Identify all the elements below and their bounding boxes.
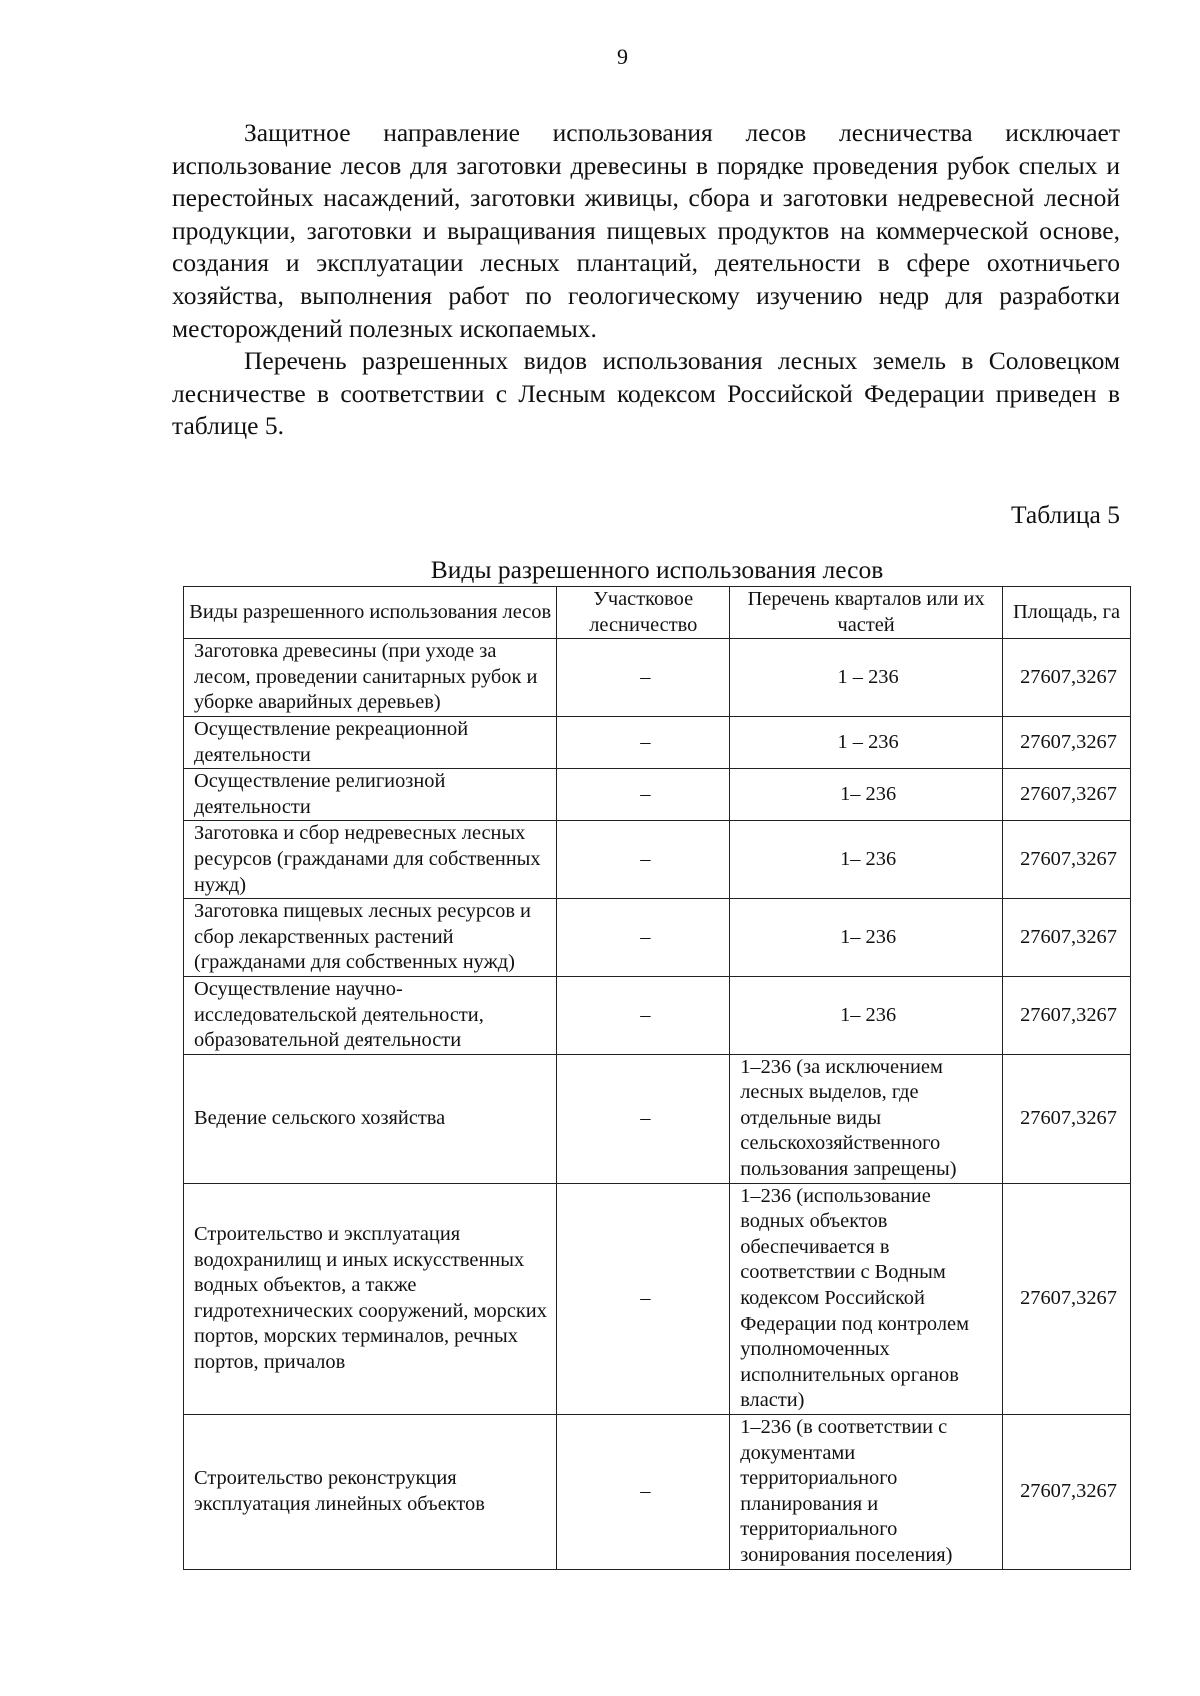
area-cell: 27607,3267 — [1003, 1183, 1131, 1414]
area-cell: 27607,3267 — [1003, 1054, 1131, 1183]
table-row — [184, 1054, 1131, 1183]
quarters-cell: 1 – 236 — [730, 716, 1003, 768]
quarters-cell: 1–236 (использование водных объектов обеспечивается в соответствии с Водным кодексом Российской Федерации под контролем уполномоченных исполнительных органов власти) — [730, 1183, 1003, 1414]
table-row — [184, 899, 1131, 977]
area-cell: 27607,3267 — [1003, 821, 1131, 899]
forestry-cell: – — [557, 821, 730, 899]
quarters-cell: 1 – 236 — [730, 639, 1003, 717]
forestry-cell: – — [557, 1054, 730, 1183]
table-row — [184, 821, 1131, 899]
area-cell: 27607,3267 — [1003, 1415, 1131, 1570]
use-cell: Осуществление научно-исследовательской деятельности, образовательной деятельности — [184, 976, 557, 1054]
table-title: Виды разрешенного использования лесов — [430, 555, 884, 584]
paragraph: Перечень разрешенных видов использования лесных земель в Соловецком лесничестве в соответствии с Лесным кодексом Российской Федерации приведен в таблице 5. — [172, 346, 1120, 441]
column-header: Перечень кварталов или их частей — [730, 587, 1003, 639]
table-row — [184, 716, 1131, 768]
paragraph: Защитное направление использования лесов лесничества исключает использование лесов для заготовки древесины в порядке проведения рубок спелых и перестойных насаждений, заготовки живицы, сбора и заготовки недревесной лесной продукции, заготовки и выращивания пищевых продуктов на коммерческой основе, создания и эксплуатации лесных плантаций, деятельности в сфере охотничьего хозяйства, выполнения работ по геологическому изучению недр для разработки месторождений полезных ископаемых. — [172, 118, 1120, 343]
use-cell: Заготовка древесины (при уходе за лесом, проведении санитарных рубок и уборке аварийных деревьев) — [184, 639, 557, 717]
use-cell: Заготовка и сбор недревесных лесных ресурсов (гражданами для собственных нужд) — [184, 821, 557, 899]
use-cell: Заготовка пищевых лесных ресурсов и сбор лекарственных растений (гражданами для собственных нужд) — [184, 899, 557, 977]
forest-use-table — [183, 586, 1131, 1570]
forestry-cell: – — [557, 1183, 730, 1414]
table-header-row — [184, 587, 1131, 639]
quarters-cell: 1–236 (за исключением лесных выделов, где отдельные виды сельскохозяйственного пользования запрещены) — [730, 1054, 1003, 1183]
area-cell: 27607,3267 — [1003, 639, 1131, 717]
area-cell: 27607,3267 — [1003, 976, 1131, 1054]
table-label: Таблица 5 — [1010, 500, 1120, 529]
column-header: Участковое лесничество — [557, 587, 730, 639]
table-row — [184, 1415, 1131, 1570]
forestry-cell: – — [557, 976, 730, 1054]
table-row — [184, 639, 1131, 717]
use-cell: Осуществление рекреационной деятельности — [184, 716, 557, 768]
quarters-cell: 1– 236 — [730, 976, 1003, 1054]
use-cell: Строительство и эксплуатация водохранилищ и иных искусственных водных объектов, а также гидротехнических сооружений, морских портов, морских терминалов, речных портов, причалов — [184, 1183, 557, 1414]
quarters-cell: 1– 236 — [730, 769, 1003, 821]
body-text — [172, 117, 1120, 443]
column-header: Виды разрешенного использования лесов — [184, 587, 557, 639]
area-cell: 27607,3267 — [1003, 716, 1131, 768]
table-row — [184, 769, 1131, 821]
forestry-cell: – — [557, 899, 730, 977]
column-header: Площадь, га — [1003, 587, 1131, 639]
use-cell: Ведение сельского хозяйства — [184, 1054, 557, 1183]
area-cell: 27607,3267 — [1003, 769, 1131, 821]
use-cell: Осуществление религиозной деятельности — [184, 769, 557, 821]
table-row — [184, 976, 1131, 1054]
forestry-cell: – — [557, 1415, 730, 1570]
quarters-cell: 1– 236 — [730, 821, 1003, 899]
forestry-cell: – — [557, 769, 730, 821]
area-cell: 27607,3267 — [1003, 899, 1131, 977]
forestry-cell: – — [557, 639, 730, 717]
forestry-cell: – — [557, 716, 730, 768]
quarters-cell: 1–236 (в соответствии с документами территориального планирования и территориального зонирования поселения) — [730, 1415, 1003, 1570]
use-cell: Строительство реконструкция эксплуатация линейных объектов — [184, 1415, 557, 1570]
quarters-cell: 1– 236 — [730, 899, 1003, 977]
page-number: 9 — [617, 44, 628, 69]
table-row — [184, 1183, 1131, 1414]
